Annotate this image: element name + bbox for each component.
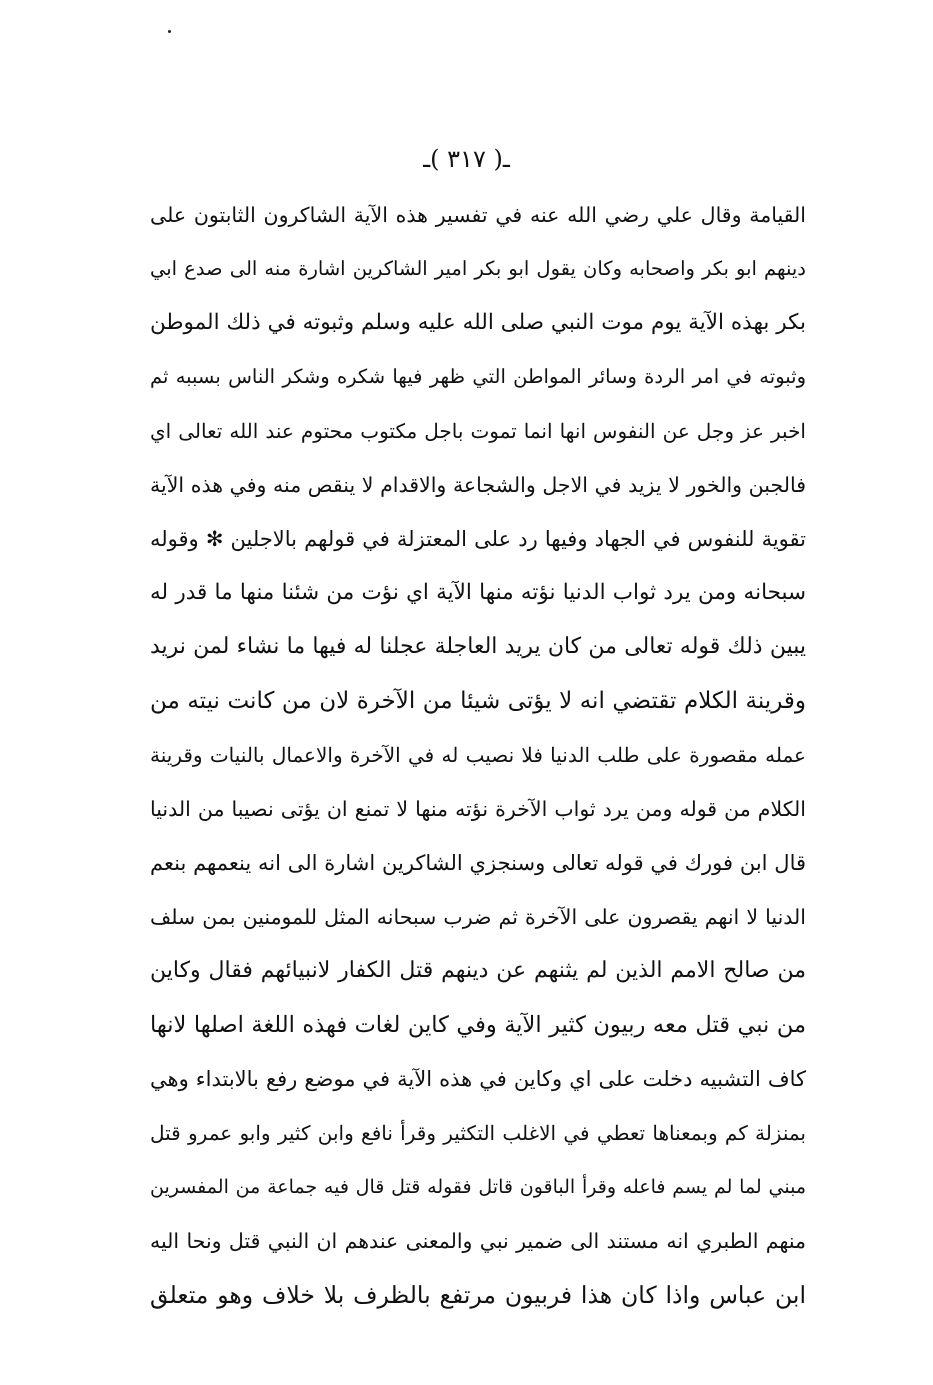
text-line: فالجبن والخور لا يزيد في الاجل والشجاعة والاقدام لا ينقص منه وفي هذه الآية: [150, 473, 806, 497]
text-line: قال ابن فورك في قوله تعالى وسنجزي الشاكرين اشارة الى انه ينعمهم بنعم: [150, 851, 806, 875]
text-line: منهم الطبري انه مستند الى ضمير نبي والمعنى عندهم ان النبي قتل ونحا اليه: [150, 1229, 806, 1253]
text-line: دينهم ابو بكر واصحابه وكان يقول ابو بكر امير الشاكرين اشارة منه الى صدع ابي: [150, 257, 806, 280]
page-number: ـ( ٣١٧ )ـ: [423, 145, 510, 173]
text-line: يبين ذلك قوله تعالى من كان يريد العاجلة عجلنا له فيها ما نشاء لمن نريد: [150, 634, 806, 659]
text-line: اخبر عز وجل عن النفوس انها انما تموت باجل مكتوب محتوم عند الله تعالى اي: [150, 419, 806, 443]
text-line: الكلام من قوله ومن يرد ثواب الآخرة نؤته منها لا تمنع ان يؤتى نصيبا من الدنيا: [150, 797, 806, 821]
body-text: [150, 188, 806, 1309]
scan-speck: [168, 30, 171, 33]
text-line: بمنزلة كم وبمعناها تعطي في الاغلب التكثير وقرأ نافع وابن كثير وابو عمرو قتل: [150, 1121, 806, 1145]
text-line: عمله مقصورة على طلب الدنيا فلا نصيب له في الآخرة والاعمال بالنيات وقرينة: [150, 743, 806, 767]
text-line: من نبي قتل معه ربيون كثير الآية وفي كاين لغات فهذه اللغة اصلها لانها: [150, 1012, 806, 1038]
text-line: سبحانه ومن يرد ثواب الدنيا نؤته منها الآية اي نؤت من شئنا منها ما قدر له: [150, 580, 806, 605]
text-line: الدنيا لا انهم يقصرون على الآخرة ثم ضرب سبحانه المثل للمومنين بمن سلف: [150, 905, 806, 929]
text-line: بكر بهذه الآية يوم موت النبي صلى الله عليه وسلم وثبوته في ذلك الموطن: [150, 310, 806, 335]
text-line: من صالح الامم الذين لم يثنهم عن دينهم قتل الكفار لانبيائهم فقال وكاين: [150, 958, 806, 983]
text-line: مبني لما لم يسم فاعله وقرأ الباقون قاتل فقوله قتل قال فيه جماعة من المفسرين: [150, 1176, 806, 1198]
text-line: ابن عباس واذا كان هذا فربيون مرتفع بالظرف بلا خلاف وهو متعلق: [150, 1281, 806, 1309]
text-line: كاف التشبيه دخلت على اي وكاين في هذه الآية في موضع رفع بالابتداء وهي: [150, 1067, 806, 1091]
text-line: تقوية للنفوس في الجهاد وفيها رد على المعتزلة في قولهم بالاجلين ✻ وقوله: [150, 527, 806, 551]
text-line: وقرينة الكلام تقتضي انه لا يؤتى شيئا من الآخرة لان من كانت نيته من: [150, 688, 806, 714]
text-line: وثبوته في امر الردة وسائر المواطن التي ظهر فيها شكره وشكر الناس بسببه ثم: [150, 365, 806, 388]
text-line: القيامة وقال علي رضي الله عنه في تفسير هذه الآية الشاكرون الثابتون على: [150, 203, 806, 227]
